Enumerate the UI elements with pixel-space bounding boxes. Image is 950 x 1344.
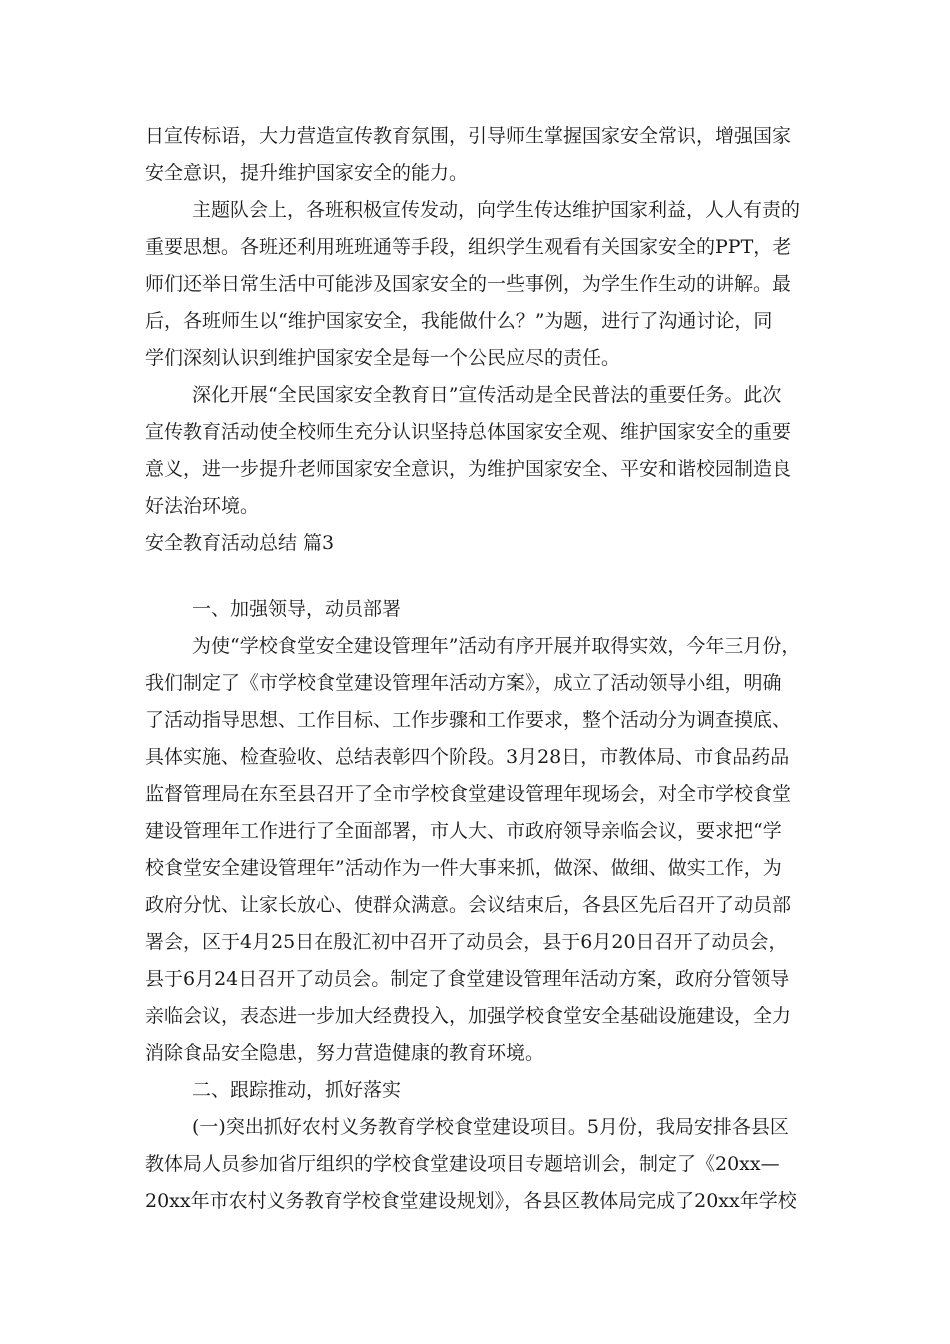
text-line: 师们还举日常生活中可能涉及国家安全的一些事例，为学生作生动的讲解。最 (145, 273, 792, 295)
text-line: 后，各班师生以“维护国家安全，我能做什么？”为题，进行了沟通讨论，同 (145, 310, 773, 332)
text-line: 意义，进一步提升老师国家安全意识，为维护国家安全、平安和谐校园制造良 (145, 458, 792, 480)
text-line: 安全意识，提升维护国家安全的能力。 (145, 162, 469, 184)
subsection-heading: 二、跟踪推动，抓好落实 (192, 1079, 402, 1101)
text-line: 好法治环境。 (145, 495, 260, 517)
text-line: 县于6月24日召开了动员会。制定了食堂建设管理年活动方案，政府分管领导 (145, 968, 790, 990)
text-line: 教体局人员参加省厅组织的学校食堂建设项目专题培训会，制定了《20xx— (145, 1153, 780, 1175)
paragraph-start: 为使“学校食堂安全建设管理年”活动有序开展并取得实效，今年三月份， (192, 635, 801, 657)
text-line: 日宣传标语，大力营造宣传教育氛围，引导师生掌握国家安全常识，增强国家 (145, 125, 792, 147)
subsection-heading: 一、加强领导，动员部署 (192, 598, 402, 620)
text-line: 重要思想。各班还利用班班通等手段，组织学生观看有关国家安全的PPT，老 (145, 236, 792, 258)
text-line: 校食堂安全建设管理年”活动作为一件大事来抓，做深、做细、做实工作，为 (145, 857, 782, 879)
text-line: 具体实施、检查验收、总结表彰四个阶段。3月28日，市教体局、市食品药品 (145, 746, 790, 768)
text-line: 消除食品安全隐患，努力营造健康的教育环境。 (145, 1042, 545, 1064)
text-line: 宣传教育活动使全校师生充分认识坚持总体国家安全观、维护国家安全的重要 (145, 421, 792, 443)
section-heading: 安全教育活动总结 篇3 (145, 532, 335, 554)
paragraph-start: 主题队会上，各班积极宣传发动，向学生传达维护国家利益，人人有责的 (192, 199, 801, 221)
text-line: 亲临会议，表态进一步加大经费投入，加强学校食堂安全基础设施建设，全力 (145, 1005, 792, 1027)
text-line: 学们深刻认识到维护国家安全是每一个公民应尽的责任。 (145, 347, 621, 369)
text-line: 政府分忧、让家长放心、使群众满意。会议结束后，各县区先后召开了动员部 (145, 894, 792, 916)
text-line: 20xx年市农村义务教育学校食堂建设规划》，各县区教体局完成了20xx年学校 (145, 1190, 797, 1212)
text-line: 建设管理年工作进行了全面部署，市人大、市政府领导亲临会议，要求把“学 (145, 820, 782, 842)
text-line: 了活动指导思想、工作目标、工作步骤和工作要求，整个活动分为调查摸底、 (145, 709, 792, 731)
text-line: 署会，区于4月25日在殷汇初中召开了动员会，县于6月20日召开了动员会， (145, 931, 788, 953)
text-line: 我们制定了《市学校食堂建设管理年活动方案》，成立了活动领导小组，明确 (145, 672, 782, 694)
paragraph-start: 深化开展“全民国家安全教育日”宣传活动是全民普法的重要任务。此次 (192, 384, 782, 406)
paragraph-start: (一)突出抓好农村义务教育学校食堂建设项目。5月份，我局安排各县区 (192, 1116, 789, 1138)
text-line: 监督管理局在东至县召开了全市学校食堂建设管理年现场会，对全市学校食堂 (145, 783, 792, 805)
